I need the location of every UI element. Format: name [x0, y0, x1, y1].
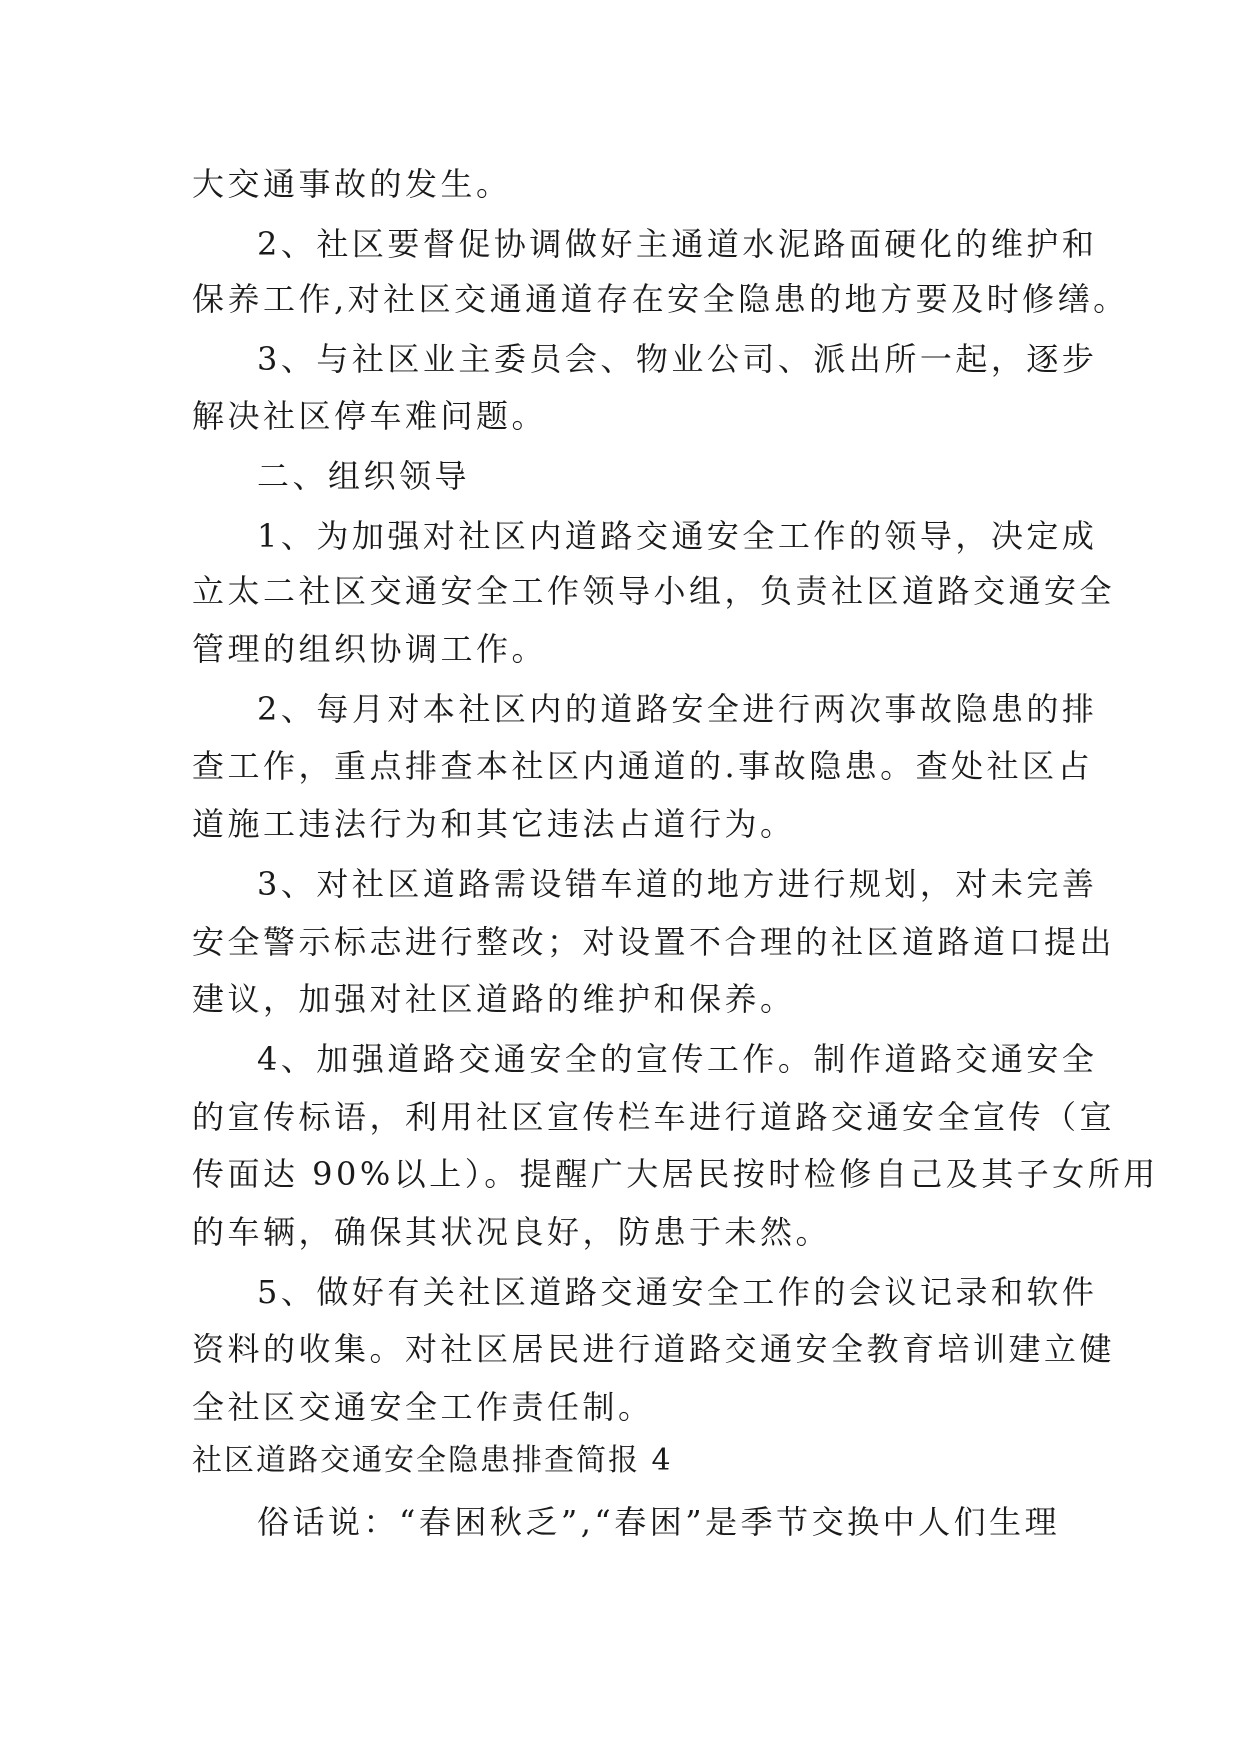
paragraph-line: 3、与社区业主委员会、物业公司、派出所一起，逐步 — [257, 340, 1098, 378]
paragraph-line: 5、做好有关社区道路交通安全工作的会议记录和软件 — [257, 1273, 1098, 1311]
paragraph-line: 全社区交通安全工作责任制。 — [192, 1388, 654, 1426]
paragraph-line: 的车辆，确保其状况良好，防患于未然。 — [192, 1213, 832, 1251]
paragraph-line: 俗话说：“春困秋乏”,“春困”是季节交换中人们生理 — [257, 1503, 1061, 1541]
paragraph-line: 道施工违法行为和其它违法占道行为。 — [192, 805, 796, 843]
paragraph-line: 大交通事故的发生。 — [192, 165, 512, 203]
paragraph-line: 资料的收集。对社区居民进行道路交通安全教育培训建立健 — [192, 1330, 1116, 1368]
paragraph-line: 建议，加强对社区道路的维护和保养。 — [192, 980, 796, 1018]
paragraph-line: 传面达 90%以上）。提醒广大居民按时检修自己及其子女所用 — [192, 1155, 1159, 1193]
paragraph-line: 解决社区停车难问题。 — [192, 397, 548, 435]
paragraph-line: 管理的组织协调工作。 — [192, 630, 548, 668]
paragraph-line: 1、为加强对社区内道路交通安全工作的领导，决定成 — [257, 517, 1098, 555]
paragraph-line: 3、对社区道路需设错车道的地方进行规划，对未完善 — [257, 865, 1098, 903]
section-heading: 二、组织领导 — [257, 457, 471, 495]
paragraph-line: 2、社区要督促协调做好主通道水泥路面硬化的维护和 — [257, 225, 1098, 263]
paragraph-line: 的宣传标语，利用社区宣传栏车进行道路交通安全宣传（宣 — [192, 1098, 1116, 1136]
paragraph-line: 保养工作,对社区交通通道存在安全隐患的地方要及时修缮。 — [192, 280, 1129, 318]
paragraph-line: 查工作，重点排查本社区内通道的.事故隐患。查处社区占 — [192, 747, 1094, 785]
document-title: 社区道路交通安全隐患排查简报 4 — [192, 1443, 673, 1478]
paragraph-line: 安全警示标志进行整改；对设置不合理的社区道路道口提出 — [192, 923, 1116, 961]
paragraph-line: 2、每月对本社区内的道路安全进行两次事故隐患的排 — [257, 690, 1098, 728]
paragraph-line: 4、加强道路交通安全的宣传工作。制作道路交通安全 — [257, 1040, 1098, 1078]
paragraph-line: 立太二社区交通安全工作领导小组，负责社区道路交通安全 — [192, 572, 1116, 610]
